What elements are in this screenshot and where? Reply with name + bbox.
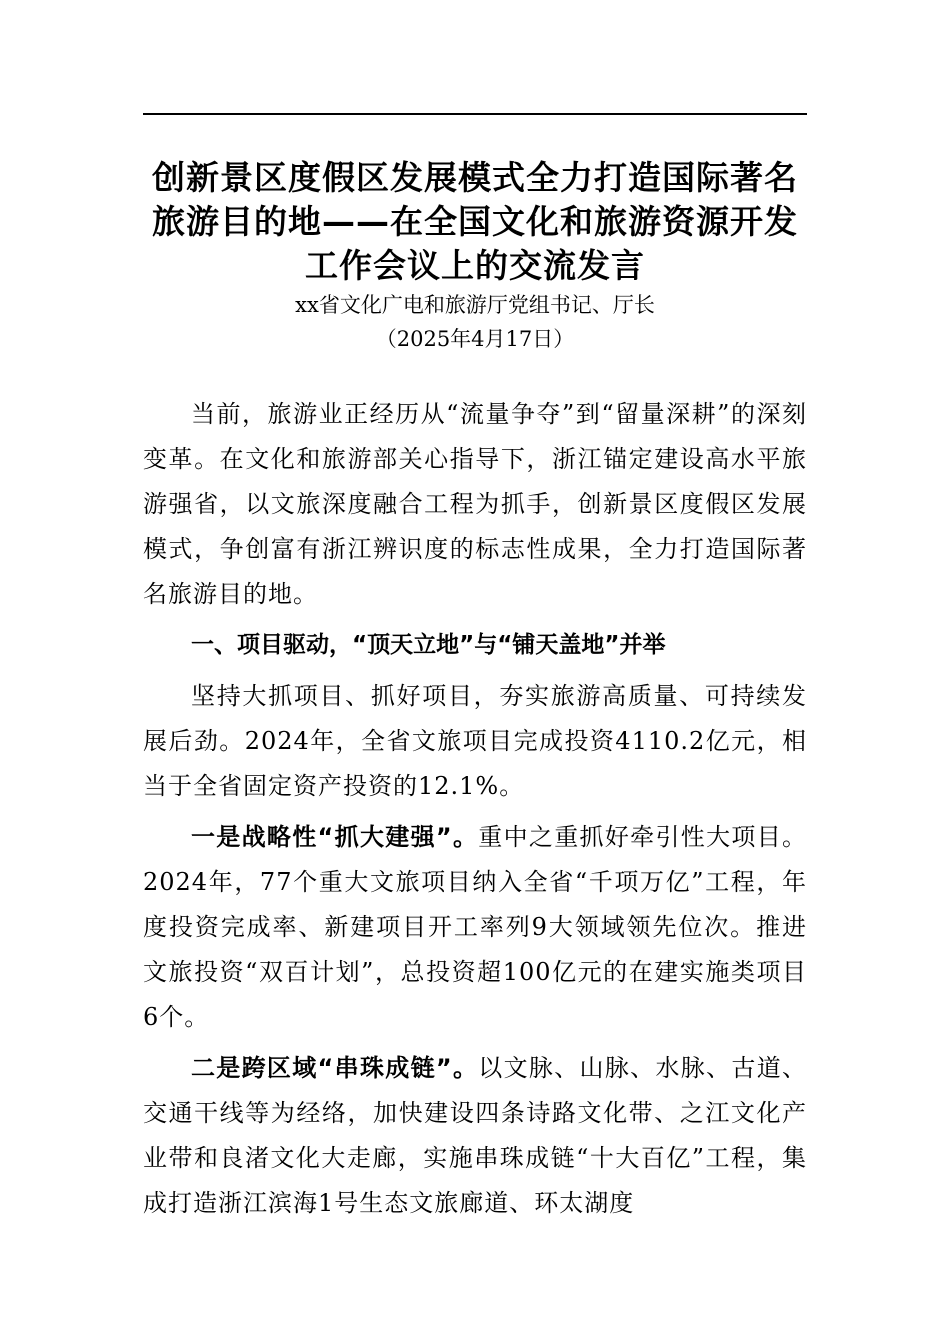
section-heading: 一、项目驱动，“顶天立地”与“铺天盖地”并举 [191,632,666,658]
header-rule [143,113,807,115]
point-paragraph [143,815,807,1040]
point-text: 以文脉、山脉、水脉、古道、交通干线等为经络，加快建设四条诗路文化带、之江文化产业带和良渚文化大走廊，实施串珠成链“十大百亿”工程，集成打造浙江滨海1号生态文旅廊道、环太湖度 [143,1054,808,1217]
byline [143,288,807,356]
point-text: 重中之重抓好牵引性大项目。2024年，77个重大文旅项目纳入全省“千项万亿”工程，年度投资完成率、新建项目开工率列9大领域领先位次。推进文旅投资“双百计划”，总投资超100亿元的在建实施类项目6个。 [143,823,808,1031]
intro-paragraph: 当前，旅游业正经历从“流量争夺”到“留量深耕”的深刻变革。在文化和旅游部关心指导下，浙江锚定建设高水平旅游强省，以文旅深度融合工程为抓手，创新景区度假区发展模式，争创富有浙江辨识度的标志性成果，全力打造国际著名旅游目的地。 [143,400,807,608]
date-line: （2025年4月17日） [375,327,575,351]
section-paragraph: 坚持大抓项目、抓好项目，夯实旅游高质量、可持续发展后劲。2024年，全省文旅项目完成投资4110.2亿元，相当于全省固定资产投资的12.1%。 [143,682,807,800]
point-lead: 一是战略性“抓大建强”。 [191,823,479,851]
point-paragraph [143,1046,807,1226]
document-title: 创新景区度假区发展模式全力打造国际著名旅游目的地——在全国文化和旅游资源开发工作会议上的交流发言 [152,158,798,285]
point-lead: 二是跨区域“串珠成链”。 [191,1054,479,1082]
document-body [143,392,807,1226]
author-line: xx省文化广电和旅游厅党组书记、厅长 [295,293,655,317]
